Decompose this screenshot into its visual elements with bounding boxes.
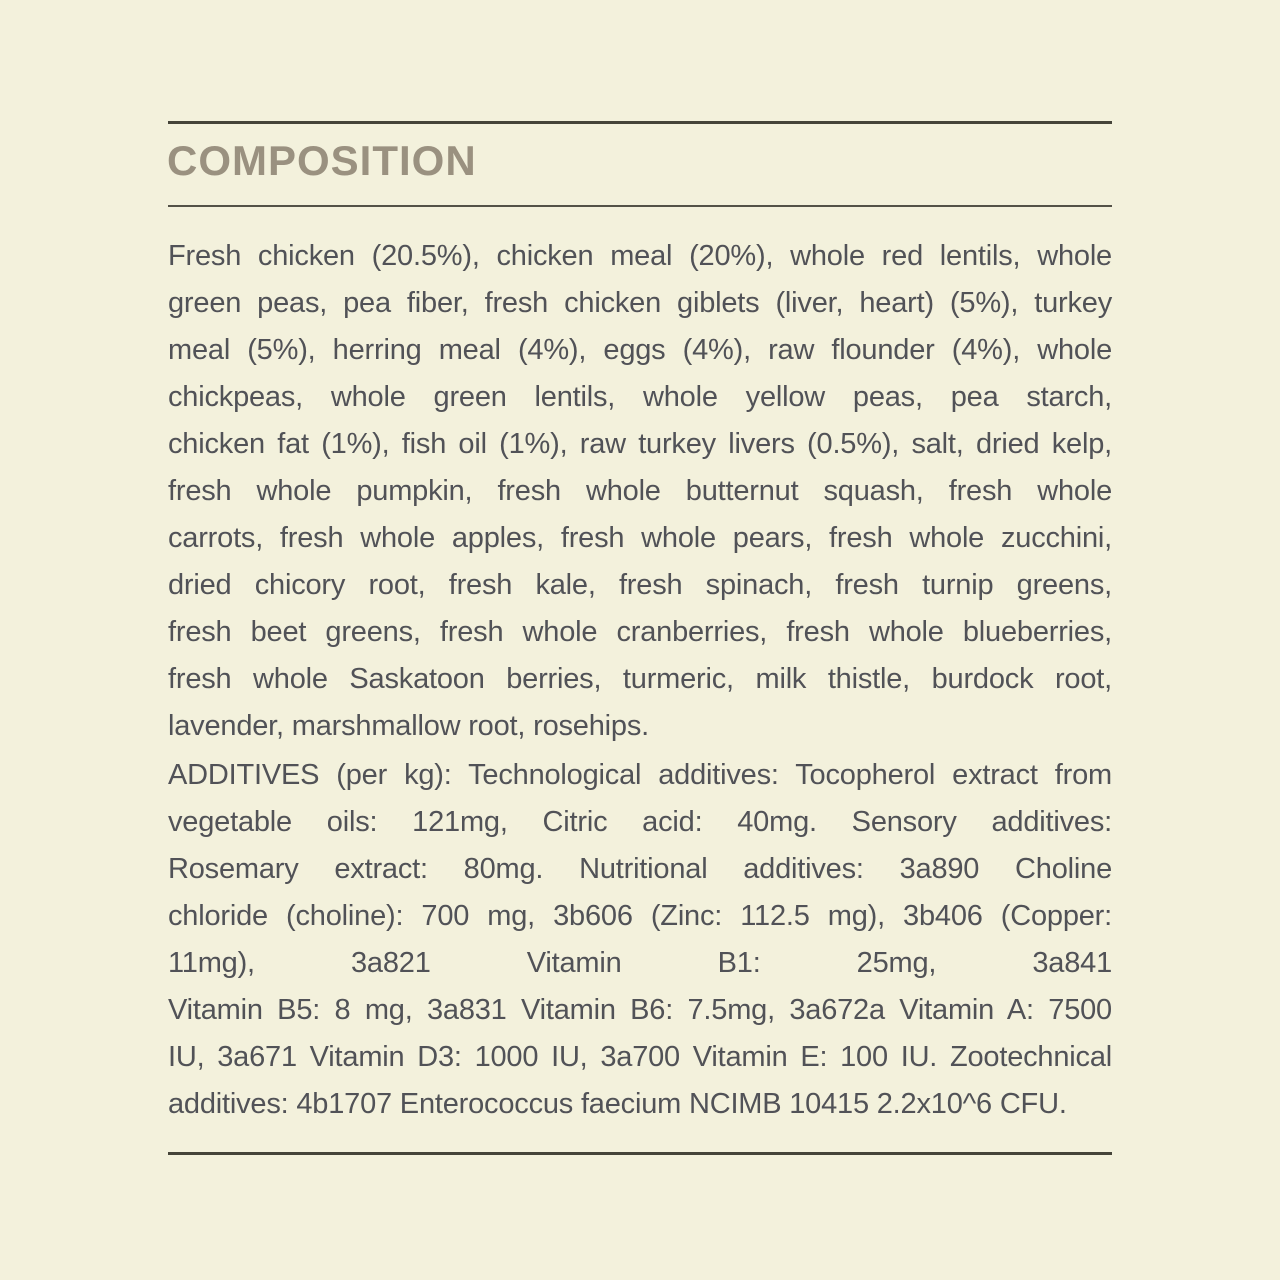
text-line: carrots, fresh whole apples, fresh whole pears, fresh whole zucchini, <box>168 522 1112 554</box>
text-line: fresh beet greens, fresh whole cranberries, fresh whole blueberries, <box>168 616 1112 648</box>
text-line: meal (5%), herring meal (4%), eggs (4%), raw flounder (4%), whole <box>168 334 1112 366</box>
divider-top <box>168 121 1112 124</box>
text-line: dried chicory root, fresh kale, fresh spinach, fresh turnip greens, <box>168 569 1112 601</box>
additives-text <box>168 752 1112 1128</box>
section-title: COMPOSITION <box>167 137 477 184</box>
text-line: fresh whole pumpkin, fresh whole butternut squash, fresh whole <box>168 475 1112 507</box>
composition-text <box>168 233 1112 750</box>
text-line: green peas, pea fiber, fresh chicken giblets (liver, heart) (5%), turkey <box>168 287 1112 319</box>
text-line: chloride (choline): 700 mg, 3b606 (Zinc: 112.5 mg), 3b406 (Copper: <box>168 900 1112 932</box>
text-line: IU, 3a671 Vitamin D3: 1000 IU, 3a700 Vitamin E: 100 IU. Zootechnical <box>168 1041 1112 1073</box>
text-line: 11mg), 3a821 Vitamin B1: 25mg, 3a841 <box>168 947 1112 979</box>
divider-under-heading <box>168 205 1112 207</box>
text-line: chicken fat (1%), fish oil (1%), raw turkey livers (0.5%), salt, dried kelp, <box>168 428 1112 460</box>
text-line: Fresh chicken (20.5%), chicken meal (20%), whole red lentils, whole <box>168 240 1112 272</box>
text-line: Rosemary extract: 80mg. Nutritional additives: 3a890 Choline <box>168 853 1112 885</box>
text-line: Vitamin B5: 8 mg, 3a831 Vitamin B6: 7.5mg, 3a672a Vitamin A: 7500 <box>168 994 1112 1026</box>
text-line: ADDITIVES (per kg): Technological additives: Tocopherol extract from <box>168 759 1112 791</box>
text-line: vegetable oils: 121mg, Citric acid: 40mg. Sensory additives: <box>168 806 1112 838</box>
divider-bottom <box>168 1152 1112 1155</box>
text-line: lavender, marshmallow root, rosehips. <box>168 710 649 742</box>
text-line: additives: 4b1707 Enterococcus faecium NCIMB 10415 2.2x10^6 CFU. <box>168 1088 1067 1120</box>
text-line: chickpeas, whole green lentils, whole yellow peas, pea starch, <box>168 381 1112 413</box>
text-line: fresh whole Saskatoon berries, turmeric, milk thistle, burdock root, <box>168 663 1112 695</box>
